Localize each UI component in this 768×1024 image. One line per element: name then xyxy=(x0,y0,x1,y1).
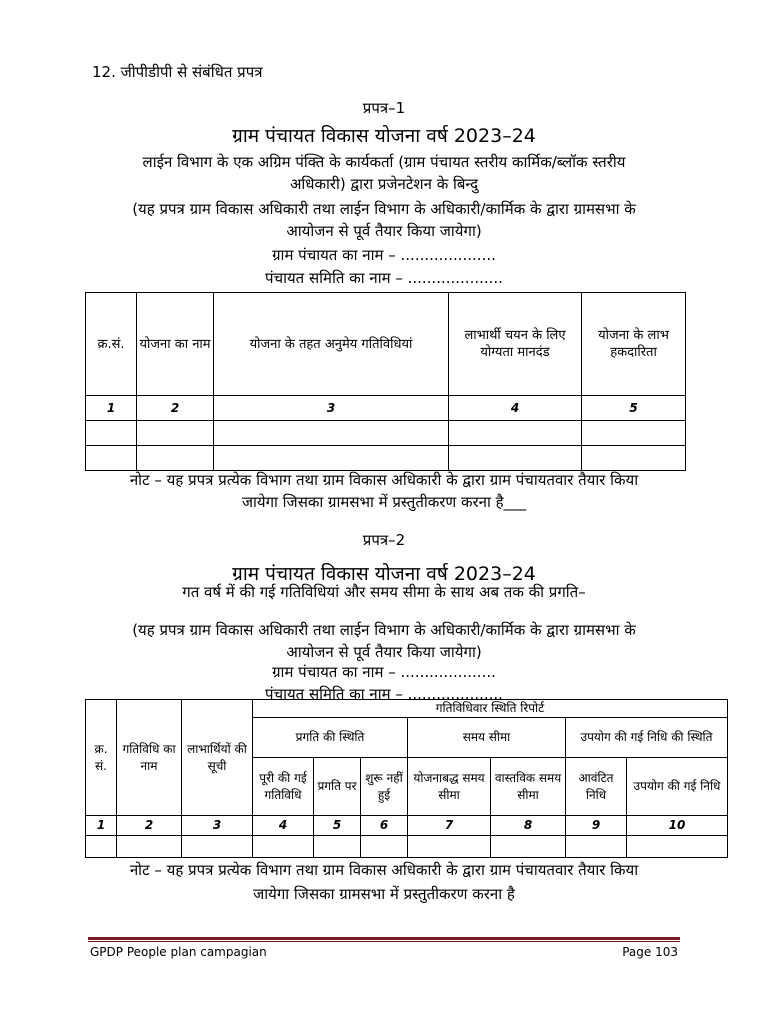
table-cell xyxy=(582,446,686,471)
form2-num-7: 7 xyxy=(408,816,491,836)
form2-ps-name: पंचायत समिति का नाम – .................... xyxy=(265,685,503,703)
section-heading: 12. जीपीडीपी से संबंधित प्रपत्र xyxy=(92,63,263,81)
form2-sub-completed: पूरी की गई गतिविधि xyxy=(253,758,314,816)
table-cell xyxy=(566,836,627,858)
form2-sub-actual: वास्तविक समय सीमा xyxy=(491,758,566,816)
form2-num-2: 2 xyxy=(117,816,182,836)
table-cell xyxy=(182,836,253,858)
form2-table xyxy=(85,699,728,858)
form1-num-1: 1 xyxy=(86,396,137,421)
table-cell xyxy=(491,836,566,858)
form1-note-line1: नोट – यह प्रपत्र प्रत्येक विभाग तथा ग्राम विकास अधिकारी के द्वारा ग्राम पंचायतवार तैयार किया xyxy=(129,471,639,489)
form1-instruction-line2: आयोजन से पूर्व तैयार किया जायेगा) xyxy=(286,222,482,240)
form2-sub-in-progress: प्रगति पर xyxy=(314,758,361,816)
form1-header-eligibility: लाभार्थी चयन के लिए योग्यता मानदंड xyxy=(449,293,582,396)
form1-header-entitlement: योजना के लाभ हकदारिता xyxy=(582,293,686,396)
form2-header-progress: प्रगति की स्थिति xyxy=(253,718,408,758)
footer-left: GPDP People plan campagian xyxy=(90,945,267,959)
table-cell xyxy=(449,446,582,471)
form2-label: प्रपत्र–2 xyxy=(362,531,406,549)
form2-subtitle: गत वर्ष में की गई गतिविधियां और समय सीमा के साथ अब तक की प्रगति– xyxy=(182,583,586,601)
table-row xyxy=(86,396,686,421)
form2-sub-not-started: शुरू नहीं हुई xyxy=(361,758,408,816)
footer-rule xyxy=(88,937,680,940)
form1-instruction-line1: (यह प्रपत्र ग्राम विकास अधिकारी तथा लाईन विभाग के अधिकारी/कार्मिक के द्वारा ग्रामसभा के xyxy=(132,200,636,218)
form1-ps-name: पंचायत समिति का नाम – .................... xyxy=(265,269,503,287)
table-cell xyxy=(408,836,491,858)
table-cell xyxy=(214,421,449,446)
table-cell xyxy=(253,836,314,858)
table-cell xyxy=(449,421,582,446)
table-cell xyxy=(86,836,117,858)
form1-subtitle-line1: लाईन विभाग के एक अग्रिम पंक्ति के कार्यकर्ता (ग्राम पंचायत स्तरीय कार्मिक/ब्लॉक स्तरीय xyxy=(142,153,626,171)
form2-num-5: 5 xyxy=(314,816,361,836)
form2-title: ग्राम पंचायत विकास योजना वर्ष 2023–24 xyxy=(232,563,536,585)
form2-num-4: 4 xyxy=(253,816,314,836)
form1-header-sn: क्र.सं. xyxy=(86,293,137,396)
form2-instruction-line2: आयोजन से पूर्व तैयार किया जायेगा) xyxy=(286,643,482,661)
form1-note-line2: जायेगा जिसका ग्रामसभा में प्रस्तुतीकरण करना है___ xyxy=(241,493,527,511)
form1-table xyxy=(85,292,686,471)
table-row xyxy=(86,816,728,836)
table-cell xyxy=(627,836,728,858)
footer-page-number: Page 103 xyxy=(622,945,678,959)
form2-instruction-line1: (यह प्रपत्र ग्राम विकास अधिकारी तथा लाईन विभाग के अधिकारी/कार्मिक के द्वारा ग्रामसभा के xyxy=(132,621,636,639)
table-row xyxy=(86,446,686,471)
table-cell xyxy=(137,446,214,471)
form2-sub-allocated: आवंटित निधि xyxy=(566,758,627,816)
table-cell xyxy=(214,446,449,471)
form1-label: प्रपत्र–1 xyxy=(362,99,406,117)
form2-num-9: 9 xyxy=(566,816,627,836)
form2-note-line1: नोट – यह प्रपत्र प्रत्येक विभाग तथा ग्राम विकास अधिकारी के द्वारा ग्राम पंचायतवार तैयार किया xyxy=(129,861,639,879)
form2-num-6: 6 xyxy=(361,816,408,836)
form2-num-10: 10 xyxy=(627,816,728,836)
form2-header-report: गतिविधिवार स्थिति रिपोर्ट xyxy=(253,700,728,718)
form1-num-5: 5 xyxy=(582,396,686,421)
form2-num-8: 8 xyxy=(491,816,566,836)
form1-subtitle-line2: अधिकारी) द्वारा प्रजेनटेशन के बिन्दु xyxy=(289,175,479,193)
table-cell xyxy=(582,421,686,446)
table-cell xyxy=(117,836,182,858)
form2-sub-planned: योजनाबद्ध समय सीमा xyxy=(408,758,491,816)
form2-header-time: समय सीमा xyxy=(408,718,566,758)
form2-header-fund: उपयोग की गई निधि की स्थिति xyxy=(566,718,728,758)
form2-num-1: 1 xyxy=(86,816,117,836)
form2-num-3: 3 xyxy=(182,816,253,836)
form1-num-4: 4 xyxy=(449,396,582,421)
table-cell xyxy=(361,836,408,858)
form1-header-scheme: योजना का नाम xyxy=(137,293,214,396)
form1-num-2: 2 xyxy=(137,396,214,421)
form2-note-line2: जायेगा जिसका ग्रामसभा में प्रस्तुतीकरण करना है xyxy=(253,885,515,903)
form1-gp-name: ग्राम पंचायत का नाम – .................... xyxy=(272,246,496,264)
table-cell xyxy=(86,446,137,471)
table-row xyxy=(86,836,728,858)
form1-title: ग्राम पंचायत विकास योजना वर्ष 2023–24 xyxy=(232,125,536,147)
table-cell xyxy=(86,421,137,446)
form2-header-beneficiary: लाभार्थियों की सूची xyxy=(182,700,253,816)
table-cell xyxy=(314,836,361,858)
table-row xyxy=(86,421,686,446)
table-cell xyxy=(137,421,214,446)
form1-header-activities: योजना के तहत अनुमेय गतिविधियां xyxy=(214,293,449,396)
form2-gp-name: ग्राम पंचायत का नाम – .................... xyxy=(272,663,496,681)
footer-rule-thin xyxy=(88,941,680,942)
form1-num-3: 3 xyxy=(214,396,449,421)
form2-header-sn: क्र. सं. xyxy=(86,700,117,816)
form2-header-activity: गतिविधि का नाम xyxy=(117,700,182,816)
form2-sub-used: उपयोग की गई निधि xyxy=(627,758,728,816)
